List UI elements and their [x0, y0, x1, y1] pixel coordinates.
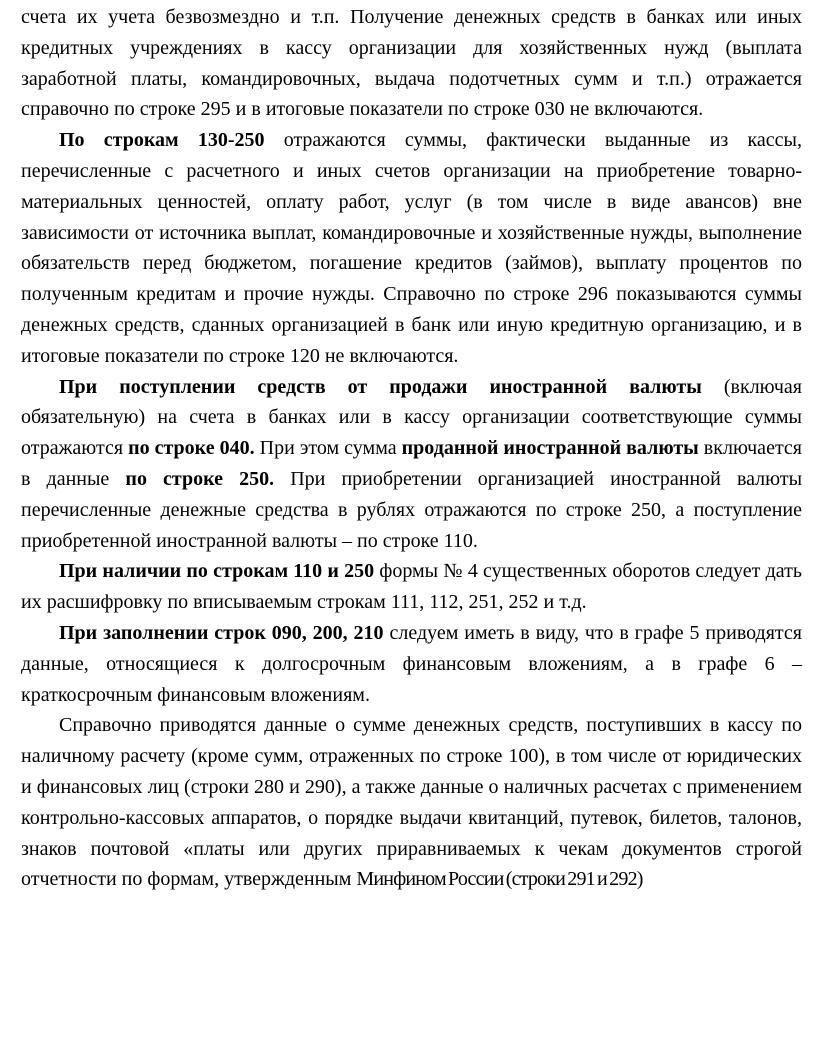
text-run: формы № 4 существенных оборотов следует дать их расшифровку по вписываемым строкам 111, 112, 251, 252 и т.д. — [21, 560, 802, 614]
bold-heading-foreign-currency: При поступлении средств от продажи иностранной валюты — [59, 375, 702, 398]
text-run: включается в данные — [21, 437, 803, 490]
text-run: следуем иметь в виду, что в графе 5 приводятся данные, относящиеся к долгосрочным финансовым вложениям, а в графе 6 – краткосрочным финансовым вложениям. — [21, 621, 802, 706]
paragraph-lines-110-250 — [21, 556, 802, 618]
text-run: отражаются суммы, фактически выданные из кассы, перечисленные с расчетного и иных счетов организации на приобретение товарно-материальных ценностей, оплату работ, услуг (в том числе в виде авансов) вне зависимости от источника выплат, командировочные и хозяйственные нужды, выполнение обязательств перед бюджетом, погашение кредитов (займов), выплату процентов по полученным кредитам и прочие нужды. Справочно по строке 296 показываются суммы денежных средств, сданных организацией в банк или иную кредитную организацию, и в итоговые показатели по строке 120 не включаются. — [21, 129, 802, 367]
paragraph-foreign-currency — [21, 372, 802, 557]
paragraph-lines-090-200-210 — [21, 618, 802, 710]
bold-line-040: по строке 040. — [128, 437, 255, 460]
text-run: При этом сумма — [254, 437, 402, 460]
text-run: счета их учета безвозмездно и т.п. Получение денежных средств в банках или иных кредитных учреждениях в кассу организации для хозяйственных нужд (выплата заработной платы, командировочных, выдача подотчетных сумм и т.п.) отражается справочно по строке 295 и в итоговые показатели по строке 030 не включаются. — [21, 6, 802, 121]
bold-heading-lines-090-200-210: При заполнении строк 090, 200, 210 — [59, 621, 384, 644]
text-run: (включая обязательную) на счета в банках или в кассу организации соответствующие суммы отражаются — [21, 375, 802, 460]
bold-sold-currency: проданной иностранной валюты — [401, 437, 699, 460]
paragraph-lines-130-250 — [21, 125, 802, 371]
bold-heading-lines-110-250: При наличии по строкам 110 и 250 — [59, 560, 375, 583]
paragraph-cash-reference — [21, 710, 802, 895]
text-run: При приобретении организацией иностранной валюты перечисленные денежные средства в рублях отражаются по строке 250, а поступление приобретенной иностранной валюты – по строке 110. — [21, 467, 803, 552]
text-run: Справочно приводятся данные о сумме денежных средств, поступивших в кассу по наличному расчету (кроме сумм, отраженных по строке 100), в том числе от юридических и финансовых лиц (строки 280 и 290), а также данные о наличных расчетах с применением контрольно-кассовых аппаратов, о порядке выдачи квитанций, путевок, билетов, талонов, знаков почтовой «платы или других приравниваемых к чекам документов строгой отчетности по формам, утвержденным — [21, 714, 802, 891]
bold-line-250: по строке 250. — [125, 467, 275, 490]
text-run-condensed: Минфином России (строки 291 и 292) — [356, 868, 643, 891]
paragraph-cash-transfers — [21, 2, 802, 125]
bold-heading-lines-130-250: По строкам 130-250 — [59, 129, 265, 152]
